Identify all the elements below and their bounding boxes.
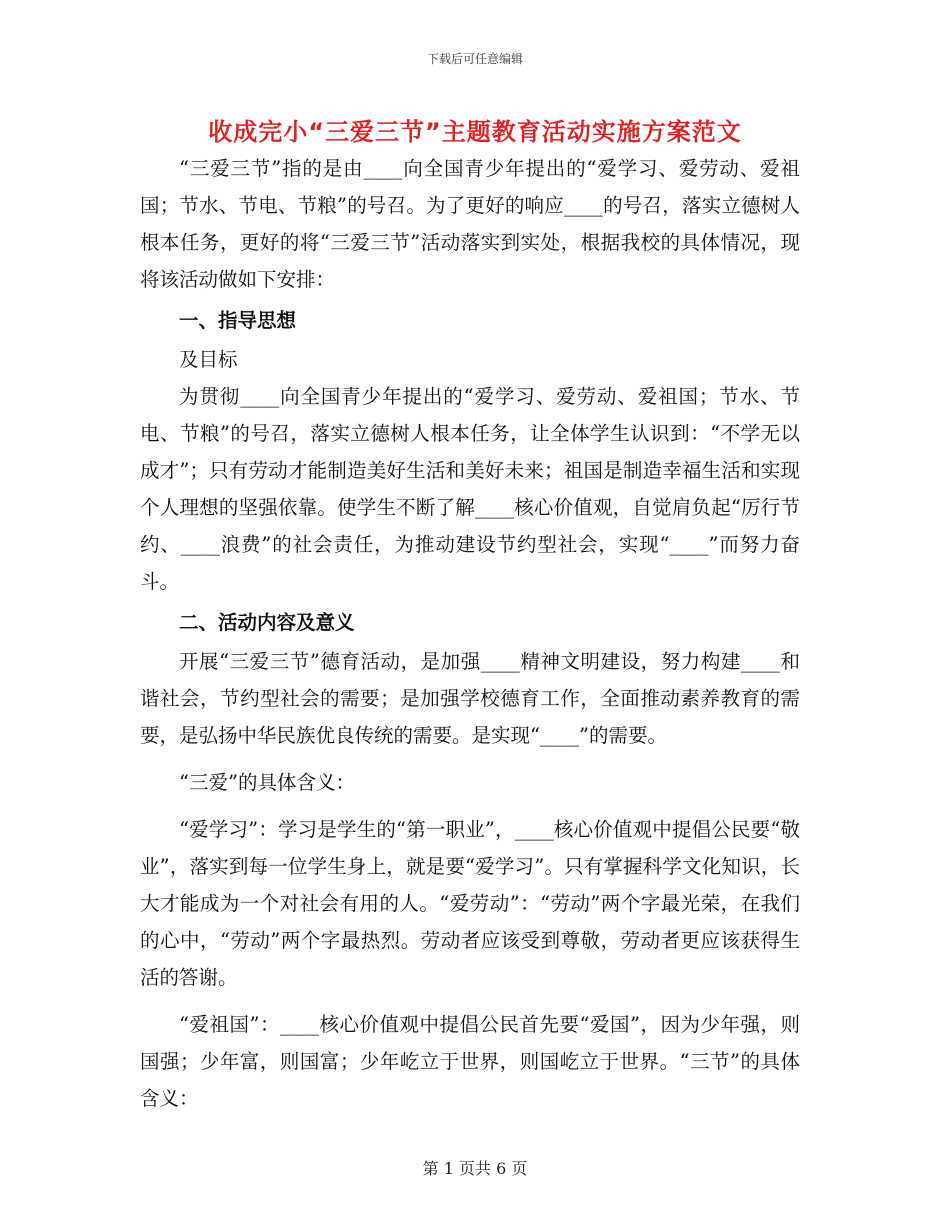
section-heading-guiding-ideology: 一、指导思想 [179,309,297,332]
section-subheading-goals: 及目标 [179,348,238,371]
love-country-paragraph: “爱祖国”：____核心价值观中提倡公民首先要“爱国”，因为少年强，则国强；少年富，则国富；少年屹立于世界，则国屹立于世界。“三节”的具体含义： [140,1013,800,1110]
page-number: 第 1 页共 6 页 [422,1159,528,1178]
guiding-ideology-paragraph: 为贯彻____向全国青少年提出的“爱学习、爱劳动、爱祖国；节水、节电、节粮”的号召，落实立德树人根本任务，让全体学生认识到：“不学无以成才”；只有劳动才能制造美好生活和美好未来；祖国是制造幸福生活和实现个人理想的坚强依靠。使学生不断了解____核心价值观，自觉肩负起“厉行节约、____浪费”的社会责任，为推动建设节约型社会，实现“____”而努力奋斗。 [140,385,800,593]
three-loves-intro: “三爱”的具体含义： [179,771,355,794]
intro-paragraph: “三爱三节”指的是由____向全国青少年提出的“爱学习、爱劳动、爱祖国；节水、节电、节粮”的号召。为了更好的响应____的号召，落实立德树人根本任务，更好的将“三爱三节”活动落实到实处，根据我校的具体情况，现将该活动做如下安排： [140,157,800,291]
love-learning-paragraph: “爱学习”：学习是学生的“第一职业”，____核心价值观中提倡公民要“敬业”，落实到每一位学生身上，就是要“爱学习”。只有掌握科学文化知识，长大才能成为一个对社会有用的人。“爱劳动”：“劳动”两个字最光荣，在我们的心中，“劳动”两个字最热烈。劳动者应该受到尊敬，劳动者更应该获得生活的答谢。 [140,818,800,989]
section-heading-activity-content: 二、活动内容及意义 [179,611,355,634]
activity-content-paragraph: 开展“三爱三节”德育活动，是加强____精神文明建设，努力构建____和谐社会，节约型社会的需要；是加强学校德育工作，全面推动素养教育的需要，是弘扬中华民族优良传统的需要。是实现“____”的需要。 [140,650,800,747]
document-body [140,150,800,1117]
document-title: 收成完小“三爱三节”主题教育活动实施方案范文 [208,118,742,146]
header-note: 下载后可任意编辑 [426,52,523,66]
